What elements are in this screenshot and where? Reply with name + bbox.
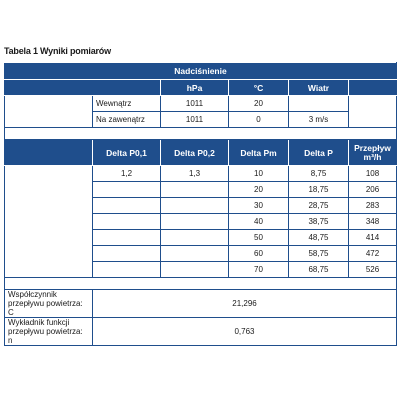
- spacer-row: [5, 128, 397, 140]
- cell-flow: 206: [349, 182, 397, 198]
- cell-flow: 108: [349, 166, 397, 182]
- header-wind: Wiatr: [289, 80, 349, 96]
- blank-cell: [93, 198, 161, 214]
- row-label: Wewnątrz: [93, 96, 161, 112]
- blank-cell: [161, 214, 229, 230]
- table-row: [5, 96, 397, 112]
- cell-hpa: 1011: [161, 112, 229, 128]
- cell-pm: 70: [229, 262, 289, 278]
- blank-cell: [161, 198, 229, 214]
- blank-cell: [5, 128, 397, 140]
- blank-cell: [5, 166, 93, 278]
- header-temp: °C: [229, 80, 289, 96]
- cell-temp: 0: [229, 112, 289, 128]
- cell-flow: 526: [349, 262, 397, 278]
- cell-wind: [289, 96, 349, 112]
- header-flow: Przepływ m³/h: [349, 140, 397, 166]
- cell-p: 58,75: [289, 246, 349, 262]
- blank-cell: [161, 262, 229, 278]
- cell-pm: 40: [229, 214, 289, 230]
- summary-row: [5, 318, 397, 346]
- cell-flow: 348: [349, 214, 397, 230]
- cell-hpa: 1011: [161, 96, 229, 112]
- table-row: [5, 166, 397, 182]
- cell-flow: 472: [349, 246, 397, 262]
- cell-p: 48,75: [289, 230, 349, 246]
- cell-p: 38,75: [289, 214, 349, 230]
- cell-p02: 1,3: [161, 166, 229, 182]
- cell-wind: 3 m/s: [289, 112, 349, 128]
- header-p02: Delta P0,2: [161, 140, 229, 166]
- cell-p: 8,75: [289, 166, 349, 182]
- blank-cell: [161, 246, 229, 262]
- header-p01: Delta P0,1: [93, 140, 161, 166]
- cell-pm: 10: [229, 166, 289, 182]
- cell-pm: 50: [229, 230, 289, 246]
- cell-p: 18,75: [289, 182, 349, 198]
- summary-label: Wykładnik funkcji przepływu powietrza: n: [5, 318, 93, 346]
- blank-cell: [161, 182, 229, 198]
- blank-cell: [5, 96, 93, 128]
- cell-flow: 414: [349, 230, 397, 246]
- blank-cell: [93, 262, 161, 278]
- table-caption: Tabela 1 Wyniki pomiarów: [4, 46, 111, 56]
- header-pm: Delta Pm: [229, 140, 289, 166]
- cell-pm: 30: [229, 198, 289, 214]
- blank-cell: [161, 230, 229, 246]
- cell-temp: 20: [229, 96, 289, 112]
- summary-value: 0,763: [93, 318, 397, 346]
- blank-cell: [5, 278, 397, 290]
- cell-pm: 20: [229, 182, 289, 198]
- cell-p01: 1,2: [93, 166, 161, 182]
- cell-pm: 60: [229, 246, 289, 262]
- section2-header-row: [5, 140, 397, 166]
- header-hpa: hPa: [161, 80, 229, 96]
- section1-title-row: [5, 63, 397, 80]
- blank-cell: [93, 182, 161, 198]
- blank-cell: [349, 96, 397, 128]
- blank-header-cell: [5, 140, 93, 166]
- row-label: Na zawenątrz: [93, 112, 161, 128]
- blank-header-cell: [349, 80, 397, 96]
- measurement-table: [4, 62, 397, 346]
- blank-cell: [93, 230, 161, 246]
- header-p: Delta P: [289, 140, 349, 166]
- summary-row: [5, 290, 397, 318]
- cell-p: 28,75: [289, 198, 349, 214]
- cell-p: 68,75: [289, 262, 349, 278]
- summary-label: Współczynnik przepływu powietrza: C: [5, 290, 93, 318]
- blank-cell: [93, 246, 161, 262]
- cell-flow: 283: [349, 198, 397, 214]
- spacer-row: [5, 278, 397, 290]
- blank-header-cell: [5, 80, 161, 96]
- blank-cell: [93, 214, 161, 230]
- section1-header-row: [5, 80, 397, 96]
- section1-title: Nadciśnienie: [5, 63, 397, 80]
- summary-value: 21,296: [93, 290, 397, 318]
